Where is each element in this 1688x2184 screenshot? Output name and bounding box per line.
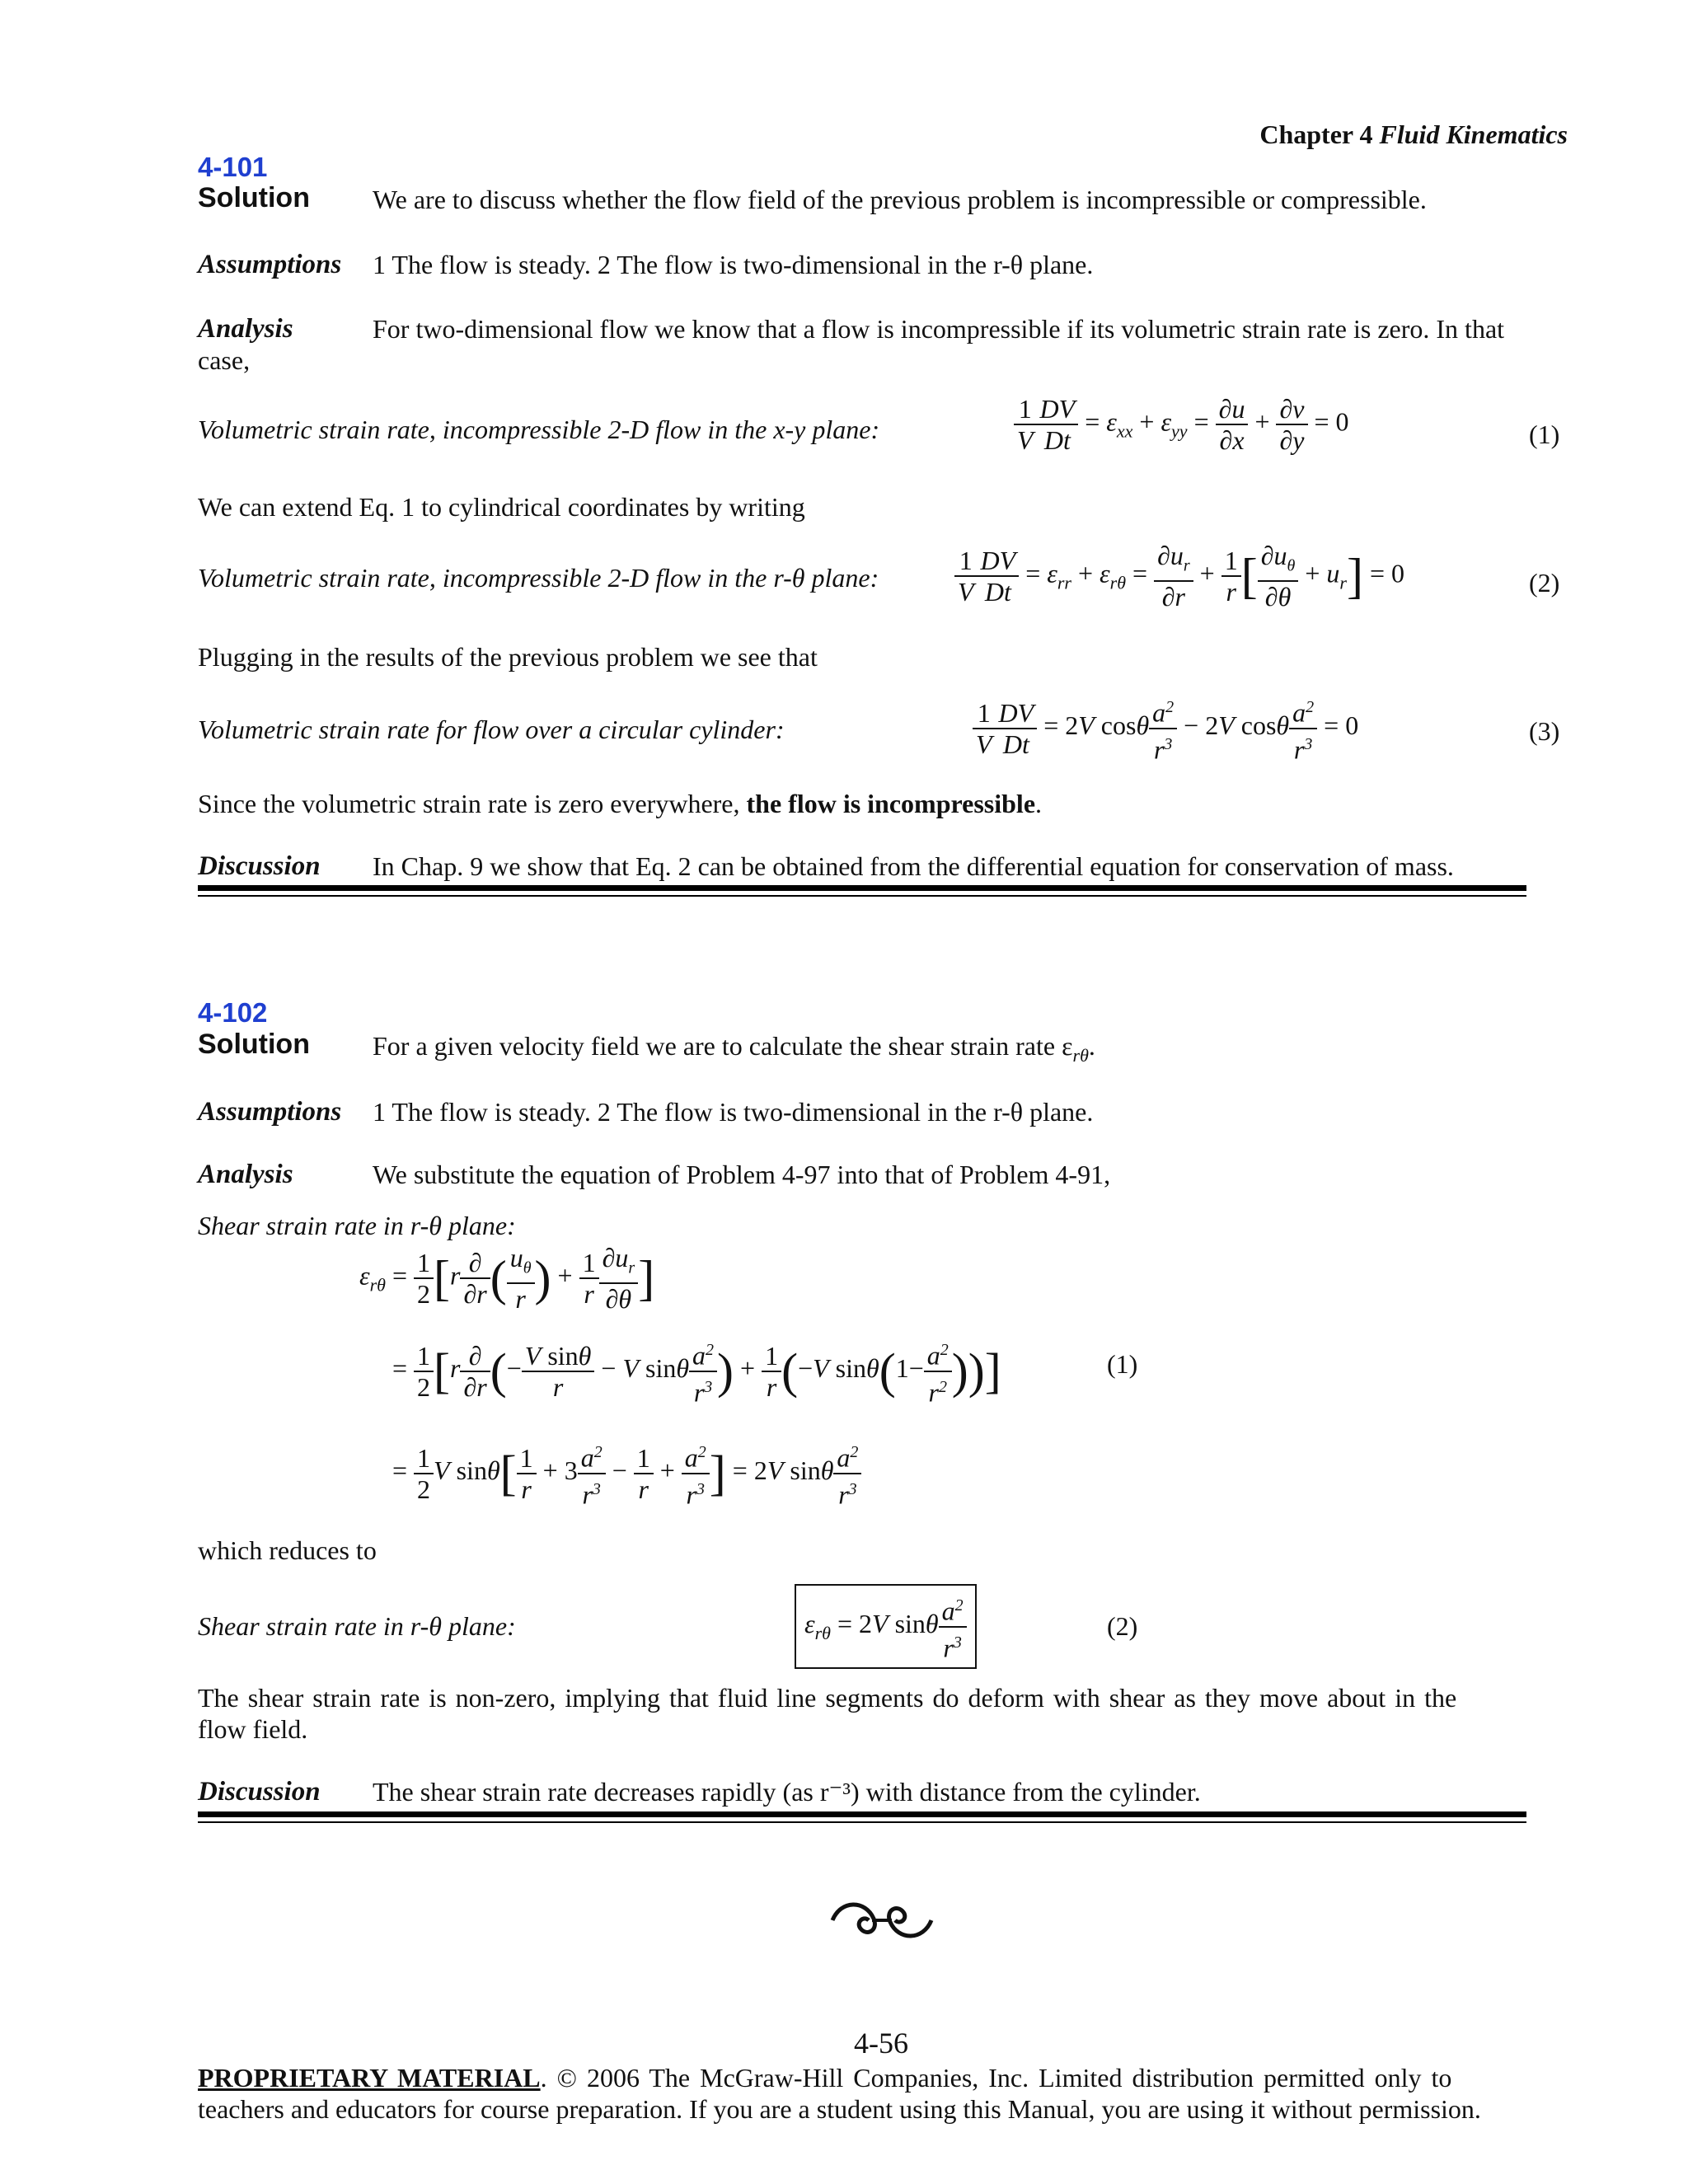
page-number: 4-56 [854,2027,908,2060]
eq1-label-101: Volumetric strain rate, incompressible 2-D flow in the x-y plane: [198,415,880,444]
discussion-text-101: In Chap. 9 we show that Eq. 2 can be obtained from the differential equation for conservation of mass. [373,851,1454,881]
eq3-number-101: (3) [1529,716,1560,746]
assumptions-text-101: 1 The flow is steady. 2 The flow is two-dimensional in the r-θ plane. [373,250,1094,279]
chapter-number: Chapter 4 [1259,120,1373,149]
analysis-label-101: Analysis [198,314,293,344]
solution-text-102: For a given velocity field we are to calculate the shear strain rate $\varepsilon_{r\theta}$. [373,1031,1095,1066]
since-bold: the flow is incompressible [746,789,1036,818]
section-rule-102 [198,1811,1526,1817]
nonzero-text1-102: The shear strain rate is non-zero, implying that fluid line segments do deform with shear as they move about in the [198,1683,1457,1713]
solution-label-101: Solution [198,182,310,213]
footer-line2: teachers and educators for course preparation. If you are a student using this Manual, you are using it without permission. [198,2094,1481,2124]
since-text-101: Since the volumetric strain rate is zero everywhere, the flow is incompressible. [198,789,1043,818]
assumptions-text-102: 1 The flow is steady. 2 The flow is two-dimensional in the r-θ plane. [373,1097,1094,1127]
nonzero-text2-102: flow field. [198,1714,308,1744]
ornament-icon [824,1896,940,1945]
problem-number-102: 4-102 [198,997,268,1028]
section-rule-101 [198,885,1526,891]
plug-text-101: Plugging in the results of the previous problem we see that [198,642,818,672]
reduces-text-102: which reduces to [198,1535,377,1565]
analysis-text-102: We substitute the equation of Problem 4-97 into that of Problem 4-91, [373,1160,1111,1189]
eq3-label-101: Volumetric strain rate for flow over a circular cylinder: [198,715,785,744]
section-rule-thin-101 [198,895,1526,897]
analysis-cont-101: case, [198,345,251,375]
discussion-label-101: Discussion [198,851,321,881]
shear-label2-102: Shear strain rate in r-θ plane: [198,1611,516,1641]
eq2-label-101: Volumetric strain rate, incompressible 2-D flow in the r-θ plane: [198,563,879,593]
problem-number-101: 4-101 [198,152,268,182]
eq2-number-102: (2) [1107,1611,1138,1641]
solution-plain-102: For a given velocity field we are to calculate the shear strain rate ε [373,1031,1073,1061]
analysis-text-101: For two-dimensional flow we know that a flow is incompressible if its volumetric strain rate is zero. In that [373,314,1505,344]
shear-derivation-line1: $\varepsilon_{r\theta}$ = $\frac{1}{2}$ [r $\frac{\partial}{\partial r}$ ( $\frac{u_\theta}{r}$ ) + $\frac{1}{r}$ $\frac{\partial u_r}{\partial\theta}$ ] [359,1243,655,1315]
proprietary-label: PROPRIETARY MATERIAL [198,2063,541,2093]
extend-text-101: We can extend Eq. 1 to cylindrical coordinates by writing [198,492,805,522]
equation-1-101: $\frac{1}{V}$ $\frac{DV}{Dt}$ = $\varepsilon_{xx} + \varepsilon_{yy}$ = $\frac{\partial u}{\partial x}$ + $\frac{\partial v}{\partial y}$ = 0 [1014,394,1349,455]
solution-label-102: Solution [198,1029,310,1060]
since-plain: Since the volumetric strain rate is zero everywhere, [198,789,740,818]
section-rule-thin-102 [198,1821,1526,1823]
equation-3-101: $\frac{1}{V}$ $\frac{DV}{Dt}$ = 2V cosθ $\frac{a^2}{r^3}$ − 2V cosθ $\frac{a^2}{r^3}$ = 0 [973,692,1358,764]
solution-text-101: We are to discuss whether the flow field of the previous problem is incompressible or compressible. [373,185,1427,214]
footer-text1: . © 2006 The McGraw-Hill Companies, Inc. Limited distribution permitted only to [540,2063,1452,2093]
analysis-label-102: Analysis [198,1160,293,1189]
footer-line1 [198,2062,1451,2093]
chapter-title: Fluid Kinematics [1379,120,1568,149]
discussion-label-102: Discussion [198,1777,321,1807]
boxed-result: $\varepsilon_{r\theta} = 2V$ sinθ $\frac{a^2}{r^3}$ [795,1584,977,1669]
assumptions-label-102: Assumptions [198,1097,342,1127]
eq2-number-101: (2) [1529,568,1560,598]
discussion-text-102: The shear strain rate decreases rapidly (as r⁻³) with distance from the cylinder. [373,1777,1201,1807]
assumptions-label-101: Assumptions [198,250,342,279]
shear-derivation-line3: = $\frac{1}{2}$ V sinθ[ $\frac{1}{r}$ + 3 $\frac{a^2}{r^3}$ − $\frac{1}{r}$ + $\frac{a^2}{r^3}$ ] = 2V sinθ $\frac{a^2}{r^3}$ [392,1437,861,1509]
eq1-number-102: (1) [1107,1349,1138,1379]
chapter-header [1259,119,1568,150]
shear-label-102: Shear strain rate in r-θ plane: [198,1211,516,1240]
eq1-number-101: (1) [1529,419,1560,449]
equation-2-101: $\frac{1}{V}$ $\frac{DV}{Dt}$ = $\varepsilon_{rr} + \varepsilon_{r\theta}$ = $\frac{\partial u_r}{\partial r}$ + $\frac{1}{r}$ [ $\frac{\partial u_\theta}{\partial\theta}$ + $u_r] = 0$ [954,541,1404,612]
shear-derivation-line2: = $\frac{1}{2}$ [r $\frac{\partial}{\partial r}$ (− $\frac{\text{V sinθ}}{r}$ − V sinθ $\frac{a^2}{r^3}$ ) + $\frac{1}{r}$ (−V sinθ(1− $\frac{a^2}{r^2}$ ))] [392,1335,1001,1407]
